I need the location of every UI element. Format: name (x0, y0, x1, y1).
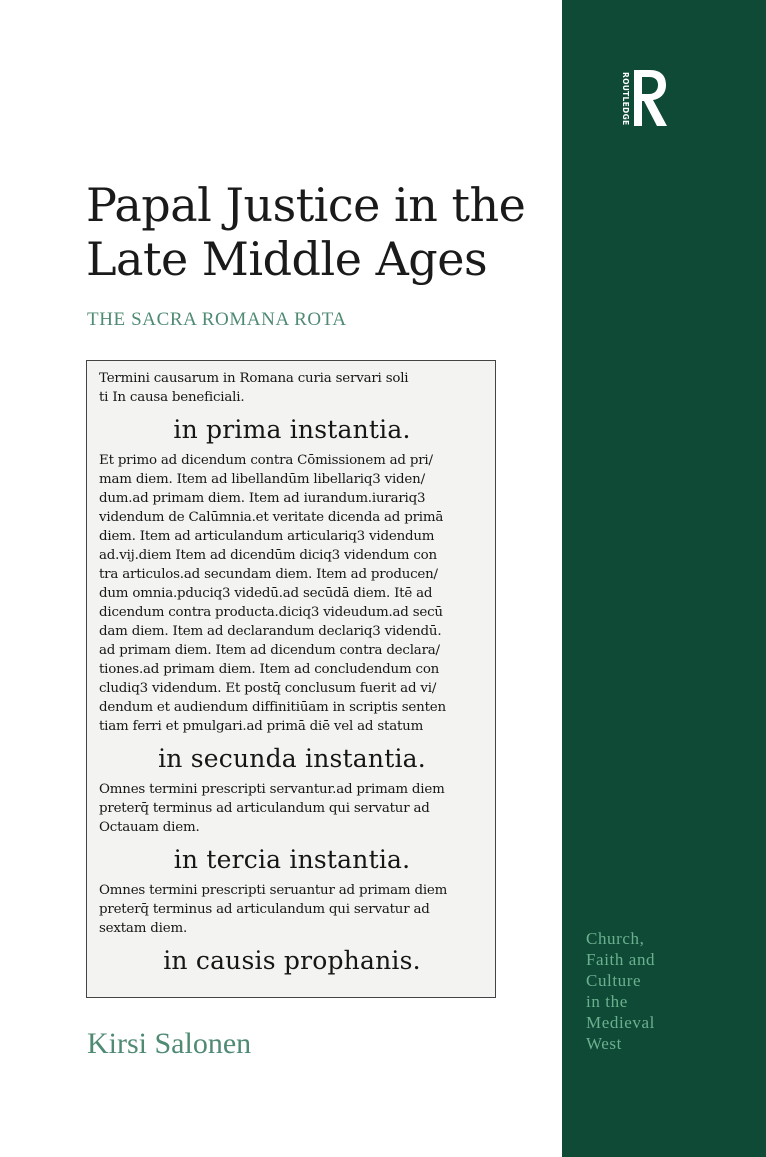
svg-text:ROUTLEDGE: ROUTLEDGE (621, 72, 630, 126)
plate-line: Omnes termini prescripti seruantur ad primam diem (99, 883, 448, 898)
series-line: Church, (586, 929, 645, 948)
plate-line: Octauam diem. (99, 820, 200, 835)
plate-line: diem. Item ad articulandum articulariq3 videndum (99, 529, 435, 544)
plate-line: preterq̄ terminus ad articulandum qui servatur ad (99, 801, 430, 816)
series-line: Medieval (586, 1013, 655, 1032)
routledge-logo-icon (620, 64, 670, 130)
plate-heading: in causis prophanis. (163, 946, 421, 975)
plate-line: Termini causarum in Romana curia servari soli (99, 371, 409, 386)
plate-line: dum.ad primam diem. Item ad iurandum.iurariq3 (99, 491, 426, 506)
plate-line: tiones.ad primam diem. Item ad concludendum con (99, 662, 440, 677)
series-line: Culture (586, 971, 642, 990)
title-line-1: Papal Justice in the (86, 178, 526, 232)
plate-line: tra articulos.ad secundam diem. Item ad producen/ (99, 567, 438, 582)
manuscript-text (87, 361, 495, 988)
plate-line: dicendum contra producta.diciq3 videudum.ad secū (99, 605, 443, 620)
plate-heading: in secunda instantia. (158, 744, 426, 773)
plate-line: dendum et audiendum diffinitiūam in scriptis senten (99, 700, 446, 715)
plate-line: Et primo ad dicendum contra Cōmissionem ad pri/ (99, 453, 433, 468)
plate-line: videndum de Calūmnia.et veritate dicenda ad primā (99, 510, 444, 525)
plate-line: ad primam diem. Item ad dicendum contra declara/ (99, 643, 440, 658)
plate-line: ti In causa beneficiali. (99, 390, 245, 405)
series-line: West (586, 1034, 622, 1053)
book-subtitle: THE SACRA ROMANA ROTA (87, 309, 347, 330)
series-title (586, 928, 756, 1054)
plate-line: tiam ferri et pmulgari.ad primā diē vel ad statum (99, 719, 424, 734)
author-name: Kirsi Salonen (87, 1027, 252, 1060)
plate-line: cludiq3 videndum. Et postq̄ conclusum fuerit ad vi/ (99, 681, 437, 696)
plate-line: sextam diem. (99, 921, 187, 936)
manuscript-plate (86, 360, 496, 998)
series-line: Faith and (586, 950, 656, 969)
title-line-2: Late Middle Ages (86, 232, 488, 286)
plate-line: dam diem. Item ad declarandum declariq3 videndū. (99, 624, 442, 639)
plate-line: preterq̄ terminus ad articulandum qui servatur ad (99, 902, 430, 917)
plate-line: Omnes termini prescripti servantur.ad primam diem (99, 782, 445, 797)
plate-line: dum omnia.pduciq3 videdū.ad secūdā diem. Itē ad (99, 586, 433, 601)
book-title (86, 178, 546, 286)
plate-line: mam diem. Item ad libellandūm libellariq3 viden/ (99, 472, 425, 487)
plate-line: ad.vij.diem Item ad dicendūm diciq3 videndum con (99, 548, 437, 563)
series-line: in the (586, 992, 628, 1011)
plate-heading: in prima instantia. (173, 415, 411, 444)
plate-heading: in tercia instantia. (173, 845, 411, 874)
